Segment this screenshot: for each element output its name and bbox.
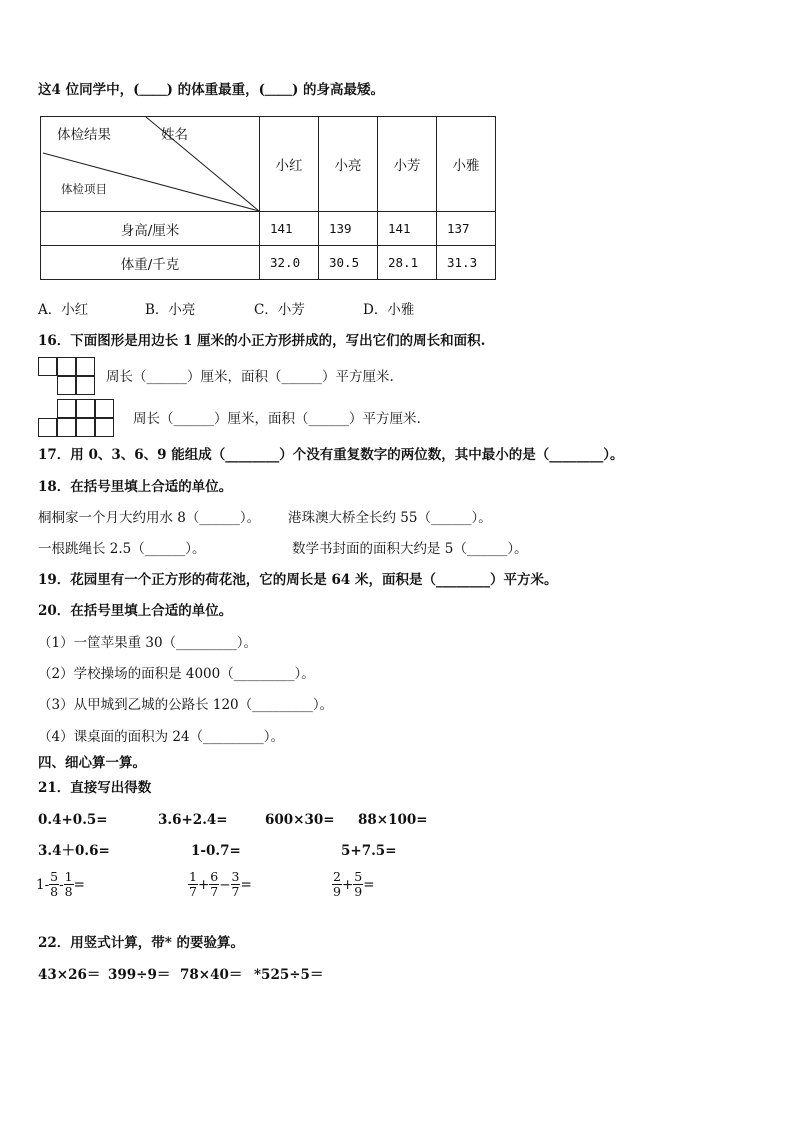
- q20-item-4: （4）课桌面的面积为 24（_________）。: [38, 729, 285, 745]
- diagonal-header-cell: [41, 117, 260, 212]
- q20-item-2: （2）学校操场的面积是 4000（_________）。: [38, 666, 315, 682]
- weight-xiaoya: 31.3: [437, 246, 496, 280]
- header-name-label: 姓名: [161, 127, 188, 143]
- operator: -: [59, 876, 64, 893]
- q22-item-2: 399÷9＝: [108, 967, 171, 983]
- name-xiaoya: 小雅: [437, 117, 496, 212]
- q18-c: 一根跳绳长 2.5（______）。: [38, 541, 206, 557]
- q21-r2-1: 3.4＋0.6=: [38, 843, 110, 859]
- weight-xiaofang: 28.1: [378, 246, 437, 280]
- header-item-label: 体检项目: [61, 182, 107, 196]
- q18-stem: 18．在括号里填上合适的单位。: [38, 479, 233, 495]
- q22-item-4: *525÷5＝: [254, 967, 324, 983]
- row-weight-label: 体重/千克: [41, 246, 260, 280]
- fraction: $\frac{1}{8}$: [64, 869, 73, 899]
- header-result-label: 体检结果: [57, 127, 111, 143]
- q16-answer-2: 周长（______）厘米，面积（______）平方厘米.: [133, 411, 421, 427]
- q18-a: 桐桐家一个月大约用水 8（______）。: [38, 510, 261, 526]
- weight-xiaoliang: 30.5: [319, 246, 378, 280]
- q16-stem: 16．下面图形是用边长 1 厘米的小正方形拼成的，写出它们的周长和面积.: [38, 333, 486, 349]
- height-xiaohong: 141: [260, 212, 319, 246]
- name-xiaoliang: 小亮: [319, 117, 378, 212]
- q21-r1-4: 88×100=: [358, 812, 428, 828]
- q21-r2-2: 1-0.7=: [191, 843, 241, 859]
- fraction: $\frac{5}{9}$: [354, 869, 363, 899]
- option-a: A．小红: [38, 302, 89, 318]
- square-figure-2: [38, 399, 118, 439]
- height-xiaoliang: 139: [319, 212, 378, 246]
- q18-b: 港珠澳大桥全长约 55（______）。: [288, 510, 492, 526]
- health-check-table: [40, 116, 496, 280]
- equals: =: [73, 876, 85, 893]
- q21-r3-2: [188, 870, 252, 899]
- q21-r1-3: 600×30=: [265, 812, 335, 828]
- fraction: $\frac{1}{7}$: [189, 869, 197, 899]
- q20-item-3: （3）从甲城到乙城的公路长 120（_________）。: [38, 697, 334, 713]
- fraction: $\frac{2}{9}$: [333, 869, 341, 899]
- q22-stem: 22．用竖式计算，带* 的要验算。: [38, 935, 245, 951]
- q22-item-1: 43×26＝: [38, 967, 101, 983]
- option-c: C．小芳: [254, 302, 305, 318]
- option-d: D．小雅: [363, 302, 415, 318]
- q20-item-1: （1）一筐苹果重 30（_________）。: [38, 635, 258, 651]
- option-b: B．小亮: [145, 302, 196, 318]
- q22-item-3: 78×40＝: [180, 967, 243, 983]
- operator: +: [341, 876, 354, 893]
- weight-xiaohong: 32.0: [260, 246, 319, 280]
- q15-stem: 这4 位同学中，(＿＿) 的体重最重，(＿＿) 的身高最矮。: [38, 82, 385, 98]
- square-figure-1: [38, 357, 98, 397]
- name-xiaohong: 小红: [260, 117, 319, 212]
- q18-d: 数学书封面的面积大约是 5（______）。: [292, 541, 528, 557]
- q19: 19．花园里有一个正方形的荷花池，它的周长是 64 米，面积是（________）平方米。: [38, 572, 558, 588]
- height-xiaofang: 141: [378, 212, 437, 246]
- fraction: $\frac{6}{7}$: [210, 869, 219, 899]
- q16-answer-1: 周长（______）厘米，面积（______）平方厘米.: [106, 369, 394, 385]
- equals: =: [363, 876, 375, 893]
- section-4-heading: 四、细心算一算。: [38, 755, 146, 771]
- operator: −: [219, 876, 231, 893]
- equals: =: [240, 876, 252, 893]
- lead-text: 1-: [36, 876, 50, 893]
- row-height-label: 身高/厘米: [41, 212, 260, 246]
- q21-r3-3: [332, 870, 375, 899]
- fraction: $\frac{3}{7}$: [231, 869, 240, 899]
- q21-r3-1: [36, 870, 85, 899]
- q17: 17．用 0、3、6、9 能组成（________）个没有重复数字的两位数，其中最小的是（________）。: [38, 447, 624, 463]
- fraction: $\frac{5}{8}$: [50, 869, 59, 899]
- q20-stem: 20．在括号里填上合适的单位。: [38, 603, 233, 619]
- q21-r1-1: 0.4+0.5=: [38, 812, 108, 828]
- height-xiaoya: 137: [437, 212, 496, 246]
- q21-r2-3: 5+7.5=: [341, 843, 397, 859]
- q21-r1-2: 3.6+2.4=: [158, 812, 228, 828]
- name-xiaofang: 小芳: [378, 117, 437, 212]
- q21-stem: 21．直接写出得数: [38, 780, 152, 796]
- operator: +: [197, 876, 210, 893]
